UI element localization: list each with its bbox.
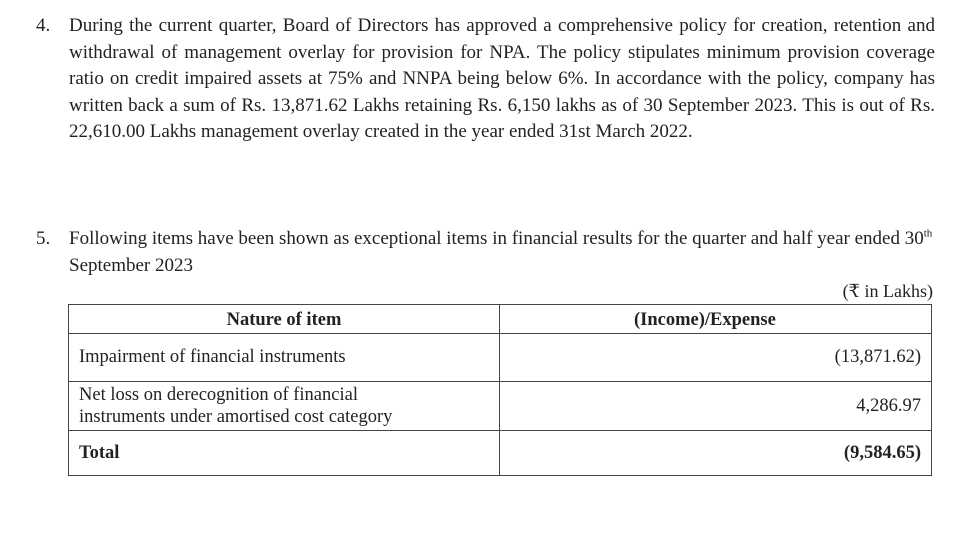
note-text: During the current quarter, Board of Directors has approved a comprehensive policy for creation, retention and withdrawal of management overlay for provision for NPA. The policy stipulates minimum provision coverage ratio on credit impaired assets at 75% and NNPA being below 6%. In accordance with the policy, company has written back a sum of Rs. 13,871.62 Lakhs retaining Rs. 6,150 lakhs as of 30 September 2023. This is out of Rs. 22,610.00 Lakhs management overlay created in the year ended 31st March 2022. bbox=[69, 15, 935, 142]
header-nature-of-item: Nature of item bbox=[69, 305, 500, 334]
item-value: (13,871.62) bbox=[500, 334, 932, 382]
units-label: (₹ in Lakhs) bbox=[842, 281, 933, 301]
note-text: Following items have been shown as exceptional items in financial results for the quarter and half year ended 30th September 2023 bbox=[69, 227, 933, 276]
table-header-row bbox=[69, 305, 932, 334]
item-name: Net loss on derecognition of financial instruments under amortised cost category bbox=[69, 382, 500, 431]
item-name: Impairment of financial instruments bbox=[69, 334, 500, 382]
item-value: 4,286.97 bbox=[500, 382, 932, 431]
cut-off-text-line bbox=[30, 530, 940, 542]
note-number: 4. bbox=[36, 15, 51, 36]
superscript: th bbox=[923, 227, 933, 240]
header-income-expense: (Income)/Expense bbox=[500, 305, 932, 334]
table-row bbox=[69, 382, 932, 431]
table-total-row bbox=[69, 431, 932, 476]
note-number: 5. bbox=[36, 228, 51, 249]
exceptional-items-table bbox=[68, 304, 932, 476]
total-value: (9,584.65) bbox=[500, 431, 932, 476]
table-row bbox=[69, 334, 932, 382]
total-label: Total bbox=[69, 431, 500, 476]
